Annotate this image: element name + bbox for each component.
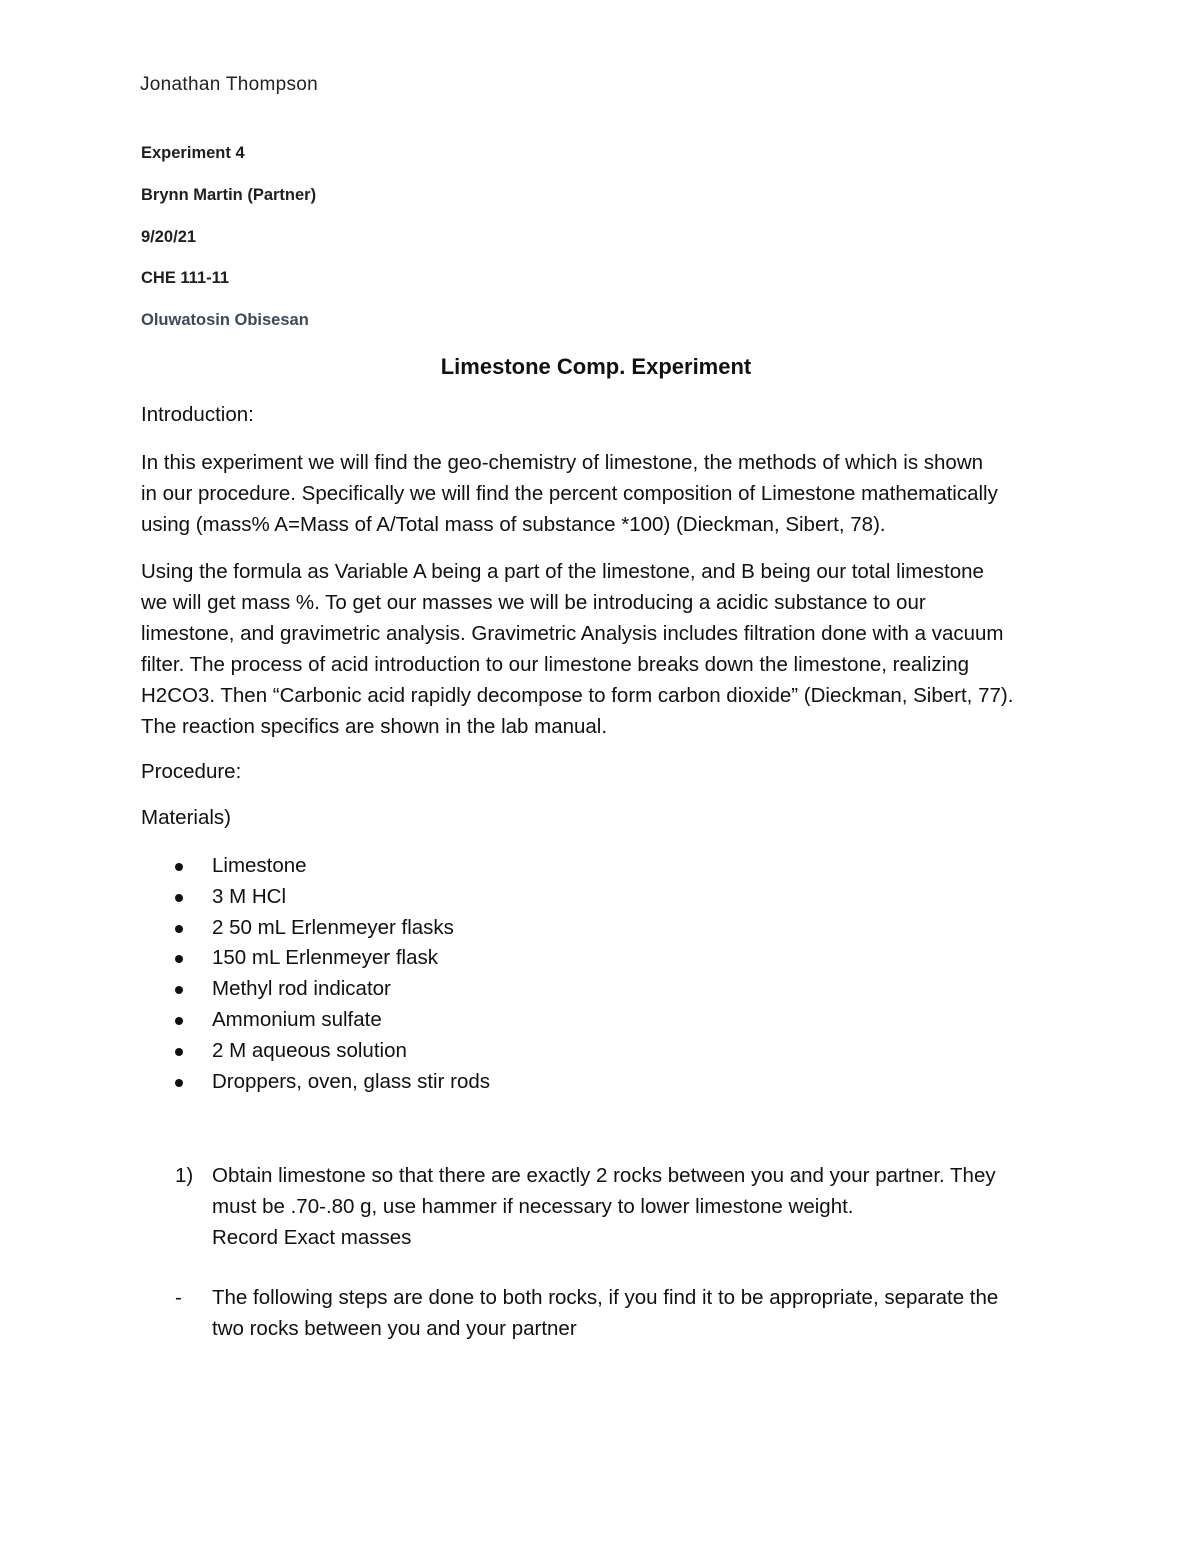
note-line: two rocks between you and your partner — [212, 1317, 577, 1340]
bullet-icon — [175, 894, 183, 902]
note-dash: - — [175, 1286, 182, 1309]
bullet-icon — [175, 1079, 183, 1087]
list-item: 2 50 mL Erlenmeyer flasks — [141, 913, 490, 944]
bullet-icon — [175, 925, 183, 933]
step-line: must be .70-.80 g, use hammer if necessary to lower limestone weight. — [212, 1195, 854, 1218]
experiment-number: Experiment 4 — [141, 144, 245, 162]
author-name: Jonathan Thompson — [140, 74, 318, 95]
step-text — [212, 1160, 1092, 1253]
list-item: Ammonium sulfate — [141, 1005, 490, 1036]
paragraph-line: H2CO3. Then “Carbonic acid rapidly decompose to form carbon dioxide” (Dieckman, Sibert, 77). — [141, 684, 1014, 707]
paragraph-line: Using the formula as Variable A being a part of the limestone, and B being our total limestone — [141, 560, 984, 583]
bullet-icon — [175, 1048, 183, 1056]
list-item: 3 M HCl — [141, 882, 490, 913]
note-line: The following steps are done to both rocks, if you find it to be appropriate, separate the — [212, 1286, 999, 1309]
date: 9/20/21 — [141, 228, 197, 246]
paragraph-line: in our procedure. Specifically we will find the percent composition of Limestone mathematically — [141, 482, 998, 505]
step-line: Obtain limestone so that there are exactly 2 rocks between you and your partner. They — [212, 1164, 996, 1187]
paragraph-line: limestone, and gravimetric analysis. Gravimetric Analysis includes filtration done with a vacuum — [141, 622, 1004, 645]
paragraph-line: using (mass% A=Mass of A/Total mass of substance *100) (Dieckman, Sibert, 78). — [141, 513, 886, 536]
list-item: Droppers, oven, glass stir rods — [141, 1067, 490, 1098]
list-item: Limestone — [141, 851, 490, 882]
course-code: CHE 111-11 — [141, 269, 230, 287]
note-text — [212, 1282, 1092, 1344]
paragraph-line: In this experiment we will find the geo-chemistry of limestone, the methods of which is shown — [141, 451, 984, 474]
document-title: Limestone Comp. Experiment — [440, 354, 752, 379]
bullet-icon — [175, 1017, 183, 1025]
instructor-name: Oluwatosin Obisesan — [141, 311, 309, 329]
list-item: Methyl rod indicator — [141, 974, 490, 1005]
procedure-heading: Procedure: — [141, 760, 242, 783]
bullet-icon — [175, 955, 183, 963]
introduction-paragraph-1 — [141, 447, 1071, 540]
paragraph-line: we will get mass %. To get our masses we will be introducing a acidic substance to our — [141, 591, 926, 614]
bullet-icon — [175, 863, 183, 871]
introduction-paragraph-2 — [141, 556, 1071, 742]
paragraph-line: The reaction specifics are shown in the lab manual. — [141, 715, 608, 738]
bullet-icon — [175, 986, 183, 994]
paragraph-line: filter. The process of acid introduction to our limestone breaks down the limestone, realizing — [141, 653, 970, 676]
materials-heading: Materials) — [141, 806, 231, 829]
partner-name: Brynn Martin (Partner) — [141, 186, 317, 204]
introduction-heading: Introduction: — [141, 403, 254, 426]
step-line: Record Exact masses — [212, 1226, 412, 1249]
list-item: 150 mL Erlenmeyer flask — [141, 943, 490, 974]
step-number: 1) — [175, 1164, 194, 1187]
list-item: 2 M aqueous solution — [141, 1036, 490, 1067]
materials-list — [141, 851, 490, 1097]
